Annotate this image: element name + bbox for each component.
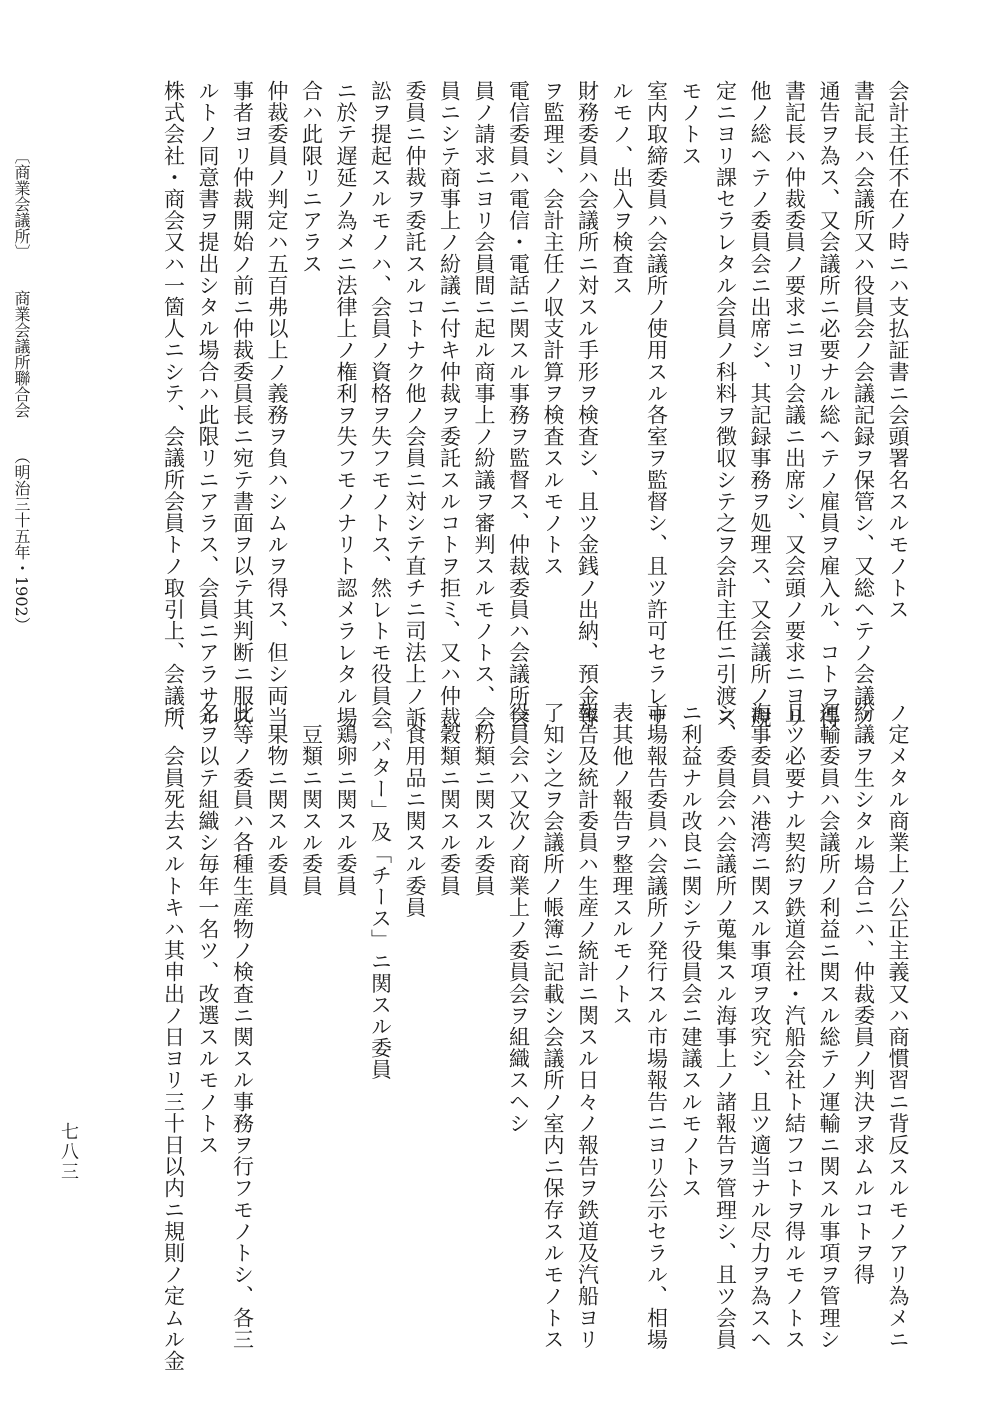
list-item: 鶏卵ニ関スル委員 bbox=[334, 702, 358, 897]
text-line: 財務委員ハ会議所ニ対スル手形ヲ検査シ、且ツ金銭ノ出納、預金等 bbox=[575, 80, 600, 728]
text-line: 此等ノ委員ハ各種生産物ノ検査ニ関スル事務ヲ行フモノトシ、各三 bbox=[230, 702, 255, 1350]
text-line: ニ利益ナル改良ニ関シテ役員会ニ建議スルモノトス bbox=[679, 702, 703, 1199]
lower-text-block bbox=[156, 702, 915, 1372]
text-line: ニ於テ遅延ノ為メニ法律上ノ権利ヲ失フモノナリト認メラレタル場 bbox=[334, 80, 358, 728]
text-line: 員ノ請求ニヨリ会員間ニ起ル商事上ノ紛議ヲ審判スルモノトス、会 bbox=[472, 80, 496, 728]
text-line: 了知シ之ヲ会議所ノ帳簿ニ記載シ会議所ノ室内ニ保存スルモノトス bbox=[541, 702, 565, 1350]
text-line: 委員ニ仲裁ヲ委託スルコトナク他ノ会員ニ対シテ直チニ司法上ノ訴 bbox=[403, 80, 427, 728]
text-line: 員ニシテ商事上ノ紛議ニ付キ仲裁ヲ委託スルコトヲ拒ミ、又ハ仲裁 bbox=[437, 80, 462, 728]
header-source: 商業会議所聯合会 bbox=[12, 290, 31, 418]
text-line: 電信委員ハ電信・電話ニ関スル事務ヲ監督ス、仲裁委員ハ会議所会 bbox=[506, 80, 531, 728]
list-item: 果物ニ関スル委員 bbox=[265, 702, 289, 897]
text-line: 名ヲ以テ組織シ毎年一名ツ、改選スルモノトス bbox=[196, 702, 220, 1156]
text-line: 役員会ハ又次ノ商業上ノ委員会ヲ組織スヘシ bbox=[506, 702, 531, 1134]
text-line: シ、委員会ハ会議所ノ蒐集スル海事上ノ諸報告ヲ管理シ、且ツ会員 bbox=[713, 702, 738, 1350]
text-line: 通告ヲ為ス、又会議所ニ必要ナル総ヘテノ雇員ヲ雇入ル、コトヲ得 bbox=[817, 80, 841, 728]
text-line: 会計主任不在ノ時ニハ支払証書ニ会頭署名スルモノトス bbox=[886, 80, 910, 620]
header-section: 〔商業会議所〕 bbox=[12, 148, 31, 260]
list-item: 食用品ニ関スル委員 bbox=[403, 702, 427, 918]
text-line: 訟ヲ提起スルモノハ、会員ノ資格ヲ失フモノトス、然レトモ役員会 bbox=[368, 80, 393, 728]
text-line: 紛議ヲ生シタル場合ニハ、仲裁委員ノ判決ヲ求ムルコトヲ得 bbox=[851, 702, 876, 1286]
list-item: 穀類ニ関スル委員 bbox=[437, 702, 462, 897]
text-line: ヲ監理シ、会計主任ノ収支計算ヲ検査スルモノトス bbox=[541, 80, 565, 577]
text-line: 一、会員死去スルトキハ其申出ノ日ヨリ三十日以内ニ規則ノ定ムル金 bbox=[161, 702, 186, 1372]
text-line: 表其他ノ報告ヲ整理スルモノトス bbox=[610, 702, 634, 1026]
text-line: 仲裁委員ノ判定ハ五百弗以上ノ義務ヲ負ハシムルヲ得ス、但シ両当 bbox=[265, 80, 289, 728]
text-line: ルトノ同意書ヲ提出シタル場合ハ此限リニアラス、会員ニアラサル bbox=[196, 80, 220, 728]
text-line: 室内取締委員ハ会議所ノ使用スル各室ヲ監督シ、且ツ許可セラレサ bbox=[644, 80, 669, 728]
list-item: 「バター」及「チース」ニ関スル委員 bbox=[368, 702, 393, 1081]
page-number: 七八三 bbox=[58, 1122, 79, 1182]
text-line: 他ノ総ヘテノ委員会ニ出席シ、其記録事務ヲ処理ス、又会議所ノ規 bbox=[748, 80, 772, 728]
text-line: 書記長ハ仲裁委員ノ要求ニヨリ会議ニ出席シ、又会頭ノ要求ニヨリ bbox=[782, 80, 807, 728]
text-line: 報告及統計委員ハ生産ノ統計ニ関スル日々ノ報告ヲ鉄道及汽船ヨリ bbox=[575, 702, 600, 1350]
text-line: 運輸委員ハ会議所ノ利益ニ関スル総テノ運輸ニ関スル事項ヲ管理シ bbox=[817, 702, 841, 1350]
text-line: ルモノ、出入ヲ検査ス bbox=[610, 80, 634, 296]
text-line: 合ハ此限リニアラス bbox=[299, 80, 324, 275]
text-line: モノトス bbox=[679, 80, 703, 167]
text-line: 書記長ハ会議所又ハ役員会ノ会議記録ヲ保管シ、又総ヘテノ会議ノ bbox=[851, 80, 876, 728]
running-header bbox=[10, 148, 32, 633]
upper-text-block bbox=[156, 80, 915, 728]
text-line: 市場報告委員ハ会議所ノ発行スル市場報告ニヨリ公示セラル、相場 bbox=[644, 702, 669, 1350]
text-line: ノ定メタル商業上ノ公正主義又ハ商慣習ニ背反スルモノアリ為メニ bbox=[886, 702, 910, 1350]
text-line: 且ツ必要ナル契約ヲ鉄道会社・汽船会社ト結フコトヲ得ルモノトス bbox=[782, 702, 807, 1350]
list-item: 豆類ニ関スル委員 bbox=[299, 702, 324, 897]
text-line: 株式会社・商会又ハ一箇人ニシテ、会議所会員トノ取引上、会議所 bbox=[161, 80, 186, 728]
list-item: 粉類ニ関スル委員 bbox=[472, 702, 496, 897]
text-line: 海事委員ハ港湾ニ関スル事項ヲ攻究シ、且ツ適当ナル尽力ヲ為スヘ bbox=[748, 702, 772, 1350]
text-line: 事者ヨリ仲裁開始ノ前ニ仲裁委員長ニ宛テ書面ヲ以テ其判断ニ服ス bbox=[230, 80, 255, 728]
header-date: （明治三十五年・1902） bbox=[12, 448, 31, 633]
text-line: 定ニヨリ課セラレタル会員ノ科料ヲ徴収シテ之ヲ会計主任ニ引渡ス bbox=[713, 80, 738, 728]
